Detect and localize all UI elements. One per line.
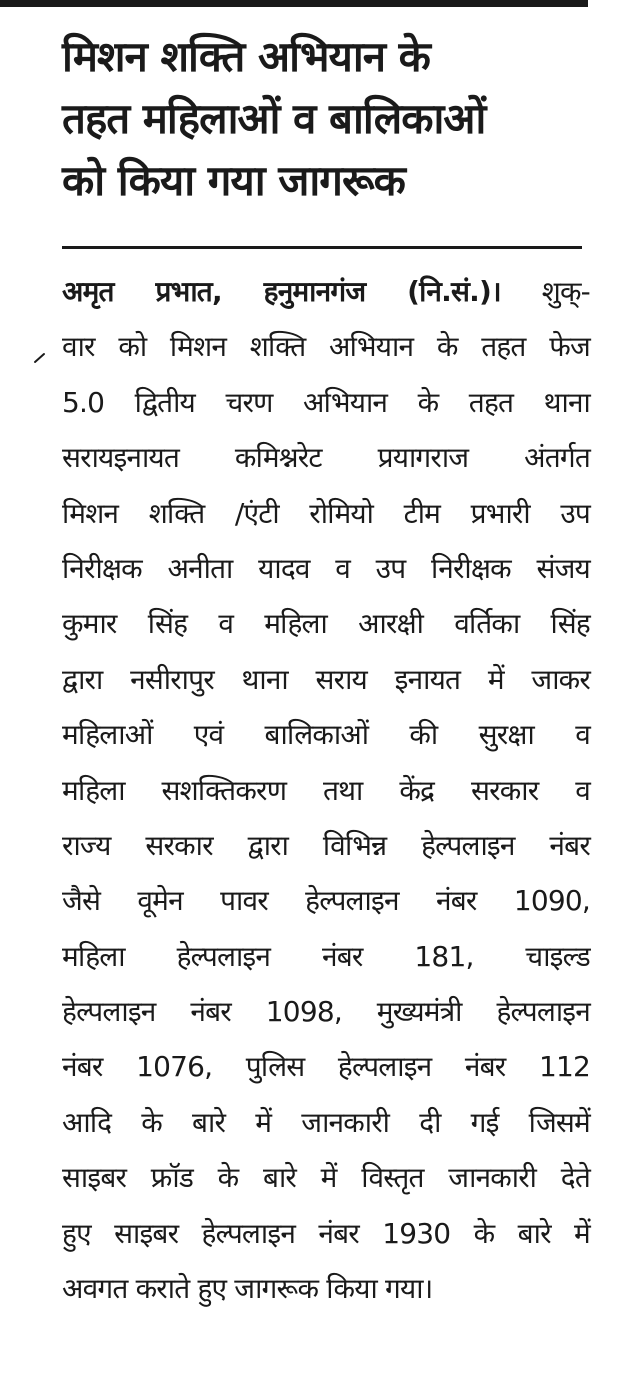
article-line: द्वारा नसीरापुर थाना सराय इनायत में जाकर <box>62 662 590 696</box>
article-line: साइबर फ्रॉड के बारे में विस्तृत जानकारी देते <box>62 1161 590 1195</box>
article-line: 5.0 द्वितीय चरण अभियान के तहत थाना <box>62 385 590 419</box>
article-line: कुमार सिंह व महिला आरक्षी वर्तिका सिंह <box>62 607 590 641</box>
article-line: महिला सशक्तिकरण तथा केंद्र सरकार व <box>62 773 590 807</box>
article-line: महिला हेल्पलाइन नंबर 181, चाइल्ड <box>62 939 590 973</box>
headline <box>62 26 582 212</box>
article-line: नंबर 1076, पुलिस हेल्पलाइन नंबर 112 <box>62 1050 590 1084</box>
article-body <box>62 264 590 1316</box>
article-line: आदि के बारे में जानकारी दी गई जिसमें <box>62 1105 590 1139</box>
top-rule <box>0 0 588 7</box>
headline-line: मिशन शक्ति अभियान के <box>62 32 430 81</box>
article-line: राज्य सरकार द्वारा विभिन्न हेल्पलाइन नंबर <box>62 828 590 862</box>
article-text: शुक्- <box>500 275 590 308</box>
article-line <box>62 264 590 319</box>
article-line: वार को मिशन शक्ति अभियान के तहत फेज <box>62 330 590 364</box>
headline-line: तहत महिलाओं व बालिकाओं <box>62 94 486 143</box>
dateline: अमृत प्रभात, हनुमानगंज (नि.सं.)। <box>62 275 501 308</box>
article-line: हुए साइबर हेल्पलाइन नंबर 1930 के बारे में <box>62 1216 590 1250</box>
article-line: मिशन शक्ति /एंटी रोमियो टीम प्रभारी उप <box>62 496 590 530</box>
headline-divider <box>62 246 582 249</box>
article-line: निरीक्षक अनीता यादव व उप निरीक्षक संजय <box>62 551 590 585</box>
article-line: महिलाओं एवं बालिकाओं की सुरक्षा व <box>62 718 590 752</box>
article-line: जैसे वूमेन पावर हेल्पलाइन नंबर 1090, <box>62 884 590 918</box>
headline-line: को किया गया जागरूक <box>62 156 405 205</box>
article-line: हेल्पलाइन नंबर 1098, मुख्यमंत्री हेल्पलाइन <box>62 995 590 1029</box>
article-line: अवगत कराते हुए जागरूक किया गया। <box>62 1272 433 1306</box>
pen-mark <box>33 350 47 364</box>
article-line: सरायइनायत कमिश्नरेट प्रयागराज अंतर्गत <box>62 441 590 475</box>
